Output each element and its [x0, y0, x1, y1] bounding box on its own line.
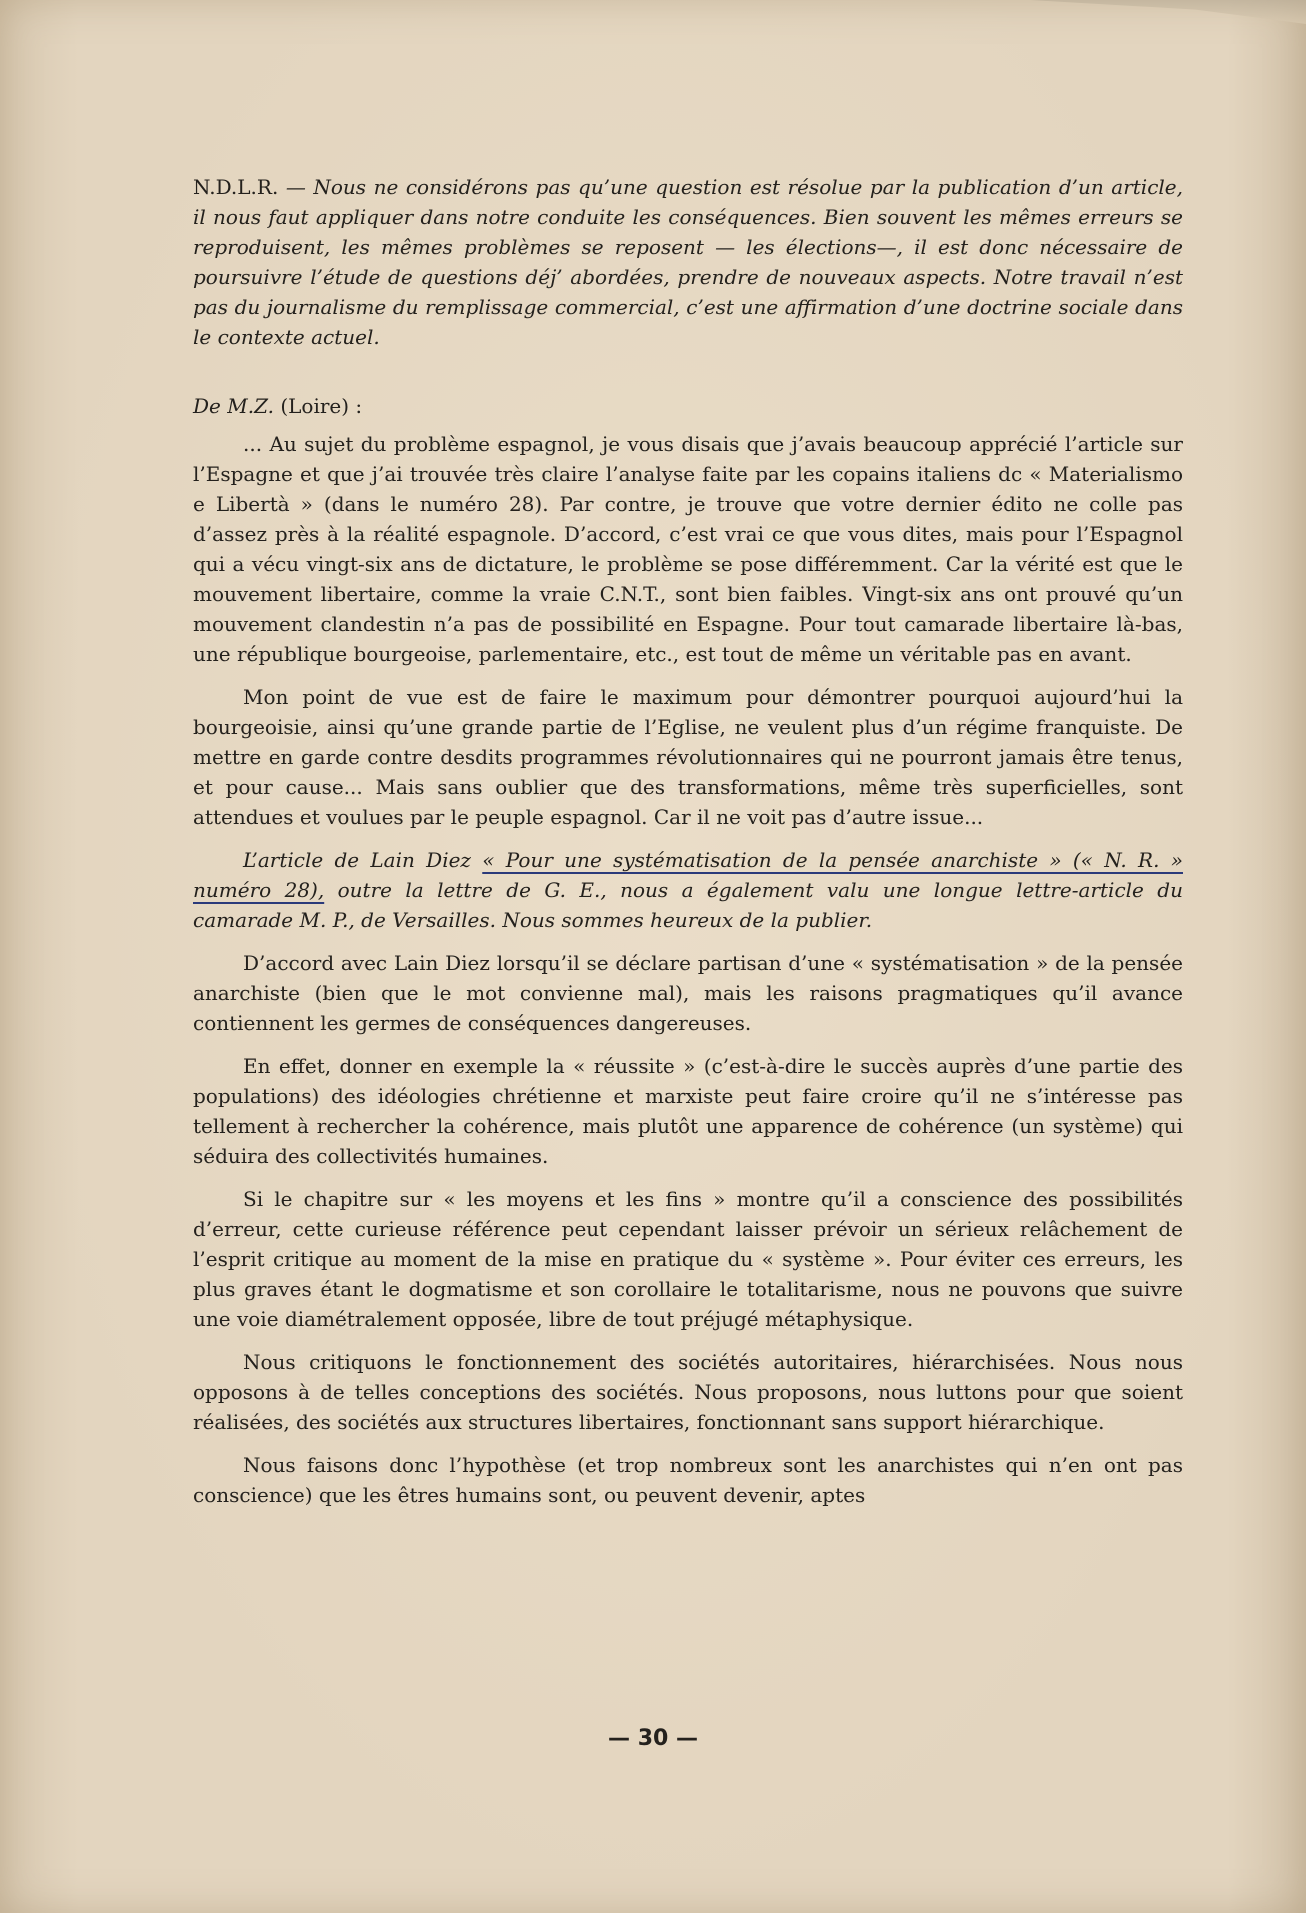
section-gap — [193, 365, 1183, 391]
article-paragraph: D’accord avec Lain Diez lorsqu’il se déclare partisan d’une « systématisation » de la pensée anarchiste (bien que le mot convienne mal), mais les raisons pragmatiques qu’il avance contiennent les germes de conséquences dangereuses. — [193, 951, 1183, 1035]
article-paragraph: En effet, donner en exemple la « réussite » (c’est-à-dire le succès auprès d’une partie des populations) des idéologies chrétienne et marxiste peut faire croire qu’il ne s’intéresse pas tellement à rechercher la cohérence, mais plutôt une apparence de cohérence (un système) qui séduira des collectivités humaines. — [193, 1054, 1183, 1168]
editor-note-label: N.D.L.R. — [193, 175, 279, 199]
editor-note — [193, 172, 1183, 352]
letter-sender-place: (Loire) : — [273, 394, 363, 418]
article-intro-before: L’article de Lain Diez — [243, 848, 483, 872]
article-intro — [193, 845, 1183, 935]
article-intro-after: outre la lettre de G. E., nous a également valu une longue lettre-article du camarade M. P., de Versailles. Nous sommes heureux de la publier. — [193, 878, 1183, 932]
letter-sender-name: De M.Z. — [193, 394, 274, 418]
letter-sender — [193, 391, 1183, 421]
page-number: — 30 — — [608, 1726, 698, 1751]
article-paragraph: Nous critiquons le fonctionnement des sociétés autoritaires, hiérarchisées. Nous nous opposons à de telles conceptions des sociétés. Nous proposons, nous luttons pour que soient réalisées, des sociétés aux structures libertaires, fonctionnant sans support hiérarchique. — [193, 1350, 1183, 1434]
article-paragraph: Nous faisons donc l’hypothèse (et trop nombreux sont les anarchistes qui n’en ont pas conscience) que les êtres humains sont, ou peuvent devenir, aptes — [193, 1453, 1183, 1507]
article-body — [193, 172, 1183, 1523]
editor-note-text: — Nous ne considérons pas qu’une question est résolue par la publication d’un article, il nous faut appliquer dans notre conduite les conséquences. Bien souvent les mêmes erreurs se reproduisent, les mêmes problèmes se reposent — les élections—, il est donc nécessaire de poursuivre l’étude de questions déj’ abordées, prendre de nouveaux aspects. Notre travail n’est pas du journalisme du remplissage commercial, c’est une affirmation d’une doctrine sociale dans le contexte actuel. — [193, 175, 1183, 349]
letter-paragraph: Mon point de vue est de faire le maximum pour démontrer pourquoi aujourd’hui la bourgeoisie, ainsi qu’une grande partie de l’Eglise, ne veulent plus d’un régime franquiste. De mettre en garde contre desdits programmes révolutionnaires qui ne pourront jamais être tenus, et pour cause... Mais sans oublier que des transformations, même très superficielles, sont attendues et voulues par le peuple espagnol. Car il ne voit pas d’autre issue... — [193, 685, 1183, 829]
article-paragraph: Si le chapitre sur « les moyens et les fins » montre qu’il a conscience des possibilités d’erreur, cette curieuse référence peut cependant laisser prévoir un sérieux relâchement de l’esprit critique au moment de la mise en pratique du « système ». Pour éviter ces erreurs, les plus graves étant le dogmatisme et son corollaire le totalitarisme, nous ne pouvons que suivre une voie diamétralement opposée, libre de tout préjugé métaphysique. — [193, 1187, 1183, 1331]
article-intro-underlined-title: « Pour une systématisation de la pensée anarchiste » (« N. R. » numéro 28), — [193, 848, 1183, 902]
page-fold-shadow — [1030, 0, 1306, 24]
letter-paragraph: ... Au sujet du problème espagnol, je vous disais que j’avais beaucoup apprécié l’article sur l’Espagne et que j’ai trouvée très claire l’analyse faite par les copains italiens dc « Materialismo e Libertà » (dans le numéro 28). Par contre, je trouve que votre dernier édito ne colle pas d’assez près à la réalité espagnole. D’accord, c’est vrai ce que vous dites, mais pour l’Espagnol qui a vécu vingt-six ans de dictature, le problème se pose différemment. Car la vérité est que le mouvement libertaire, comme la vraie C.N.T., sont bien faibles. Vingt-six ans ont prouvé qu’un mouvement clandestin n’a pas de possibilité en Espagne. Pour tout camarade libertaire là-bas, une république bourgeoise, parlementaire, etc., est tout de même un véritable pas en avant. — [193, 432, 1183, 666]
